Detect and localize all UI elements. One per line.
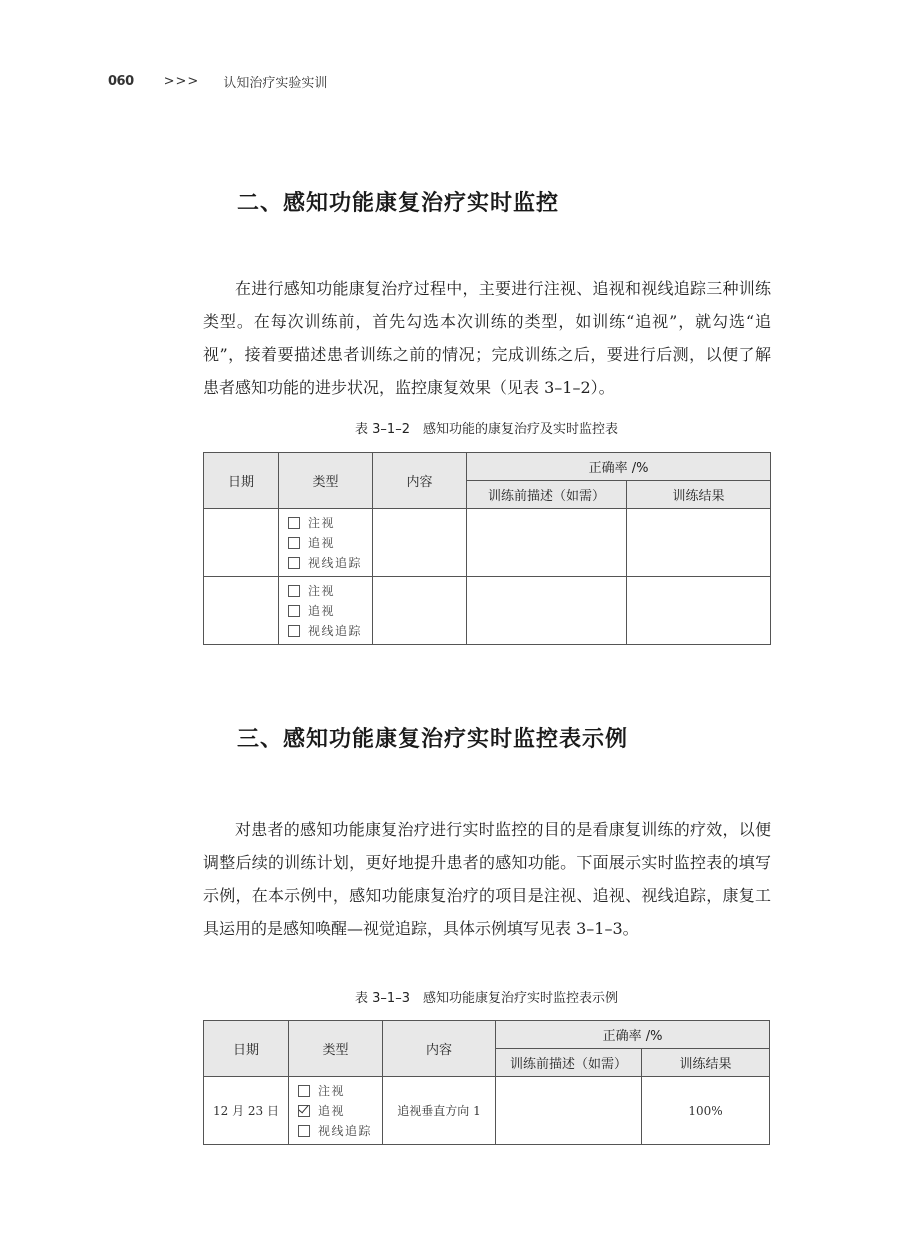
checkbox-icon[interactable] [288,537,300,549]
content-cell [373,509,467,577]
page-number: 060 [108,74,134,89]
table-3-1-3 [203,1020,770,1145]
pre-cell [467,577,627,645]
pre-cell [496,1077,642,1145]
col-result-header: 训练结果 [627,481,771,509]
checkbox-icon[interactable] [288,517,300,529]
table-row [204,577,771,645]
option-gaze[interactable]: 注视 [288,513,372,533]
date-cell: 12 月 23 日 [204,1077,289,1145]
table-3-1-3-caption: 表 3–1–3 感知功能康复治疗实时监控表示例 [355,991,618,1006]
date-cell [204,509,279,577]
col-accuracy-header: 正确率 /% [496,1021,770,1049]
book-title: 认知治疗实验实训 [223,76,328,91]
checkbox-icon[interactable] [288,625,300,637]
option-pursuit[interactable]: 追视 [298,1101,382,1121]
table-3-1-2-caption: 表 3–1–2 感知功能的康复治疗及实时监控表 [355,422,618,437]
header-arrows: >>> [163,74,200,89]
option-pursuit[interactable]: 追视 [288,601,372,621]
col-type-header: 类型 [279,453,373,509]
col-content-header: 内容 [383,1021,496,1077]
table-row [204,1077,770,1145]
col-type-header: 类型 [289,1021,383,1077]
table-3-1-2 [203,452,771,645]
page-header [108,72,327,91]
col-pre-header: 训练前描述（如需） [467,481,627,509]
table-row [204,509,771,577]
col-content-header: 内容 [373,453,467,509]
result-cell [627,509,771,577]
result-cell [627,577,771,645]
option-tracking[interactable]: 视线追踪 [298,1121,382,1141]
section-3-heading: 三、感知功能康复治疗实时监控表示例 [237,726,629,752]
col-result-header: 训练结果 [642,1049,770,1077]
date-cell [204,577,279,645]
col-accuracy-header: 正确率 /% [467,453,771,481]
col-pre-header: 训练前描述（如需） [496,1049,642,1077]
type-cell [279,577,373,645]
checkbox-icon[interactable] [288,557,300,569]
section-2-paragraph [203,272,771,404]
option-tracking[interactable]: 视线追踪 [288,621,372,641]
pre-cell [467,509,627,577]
result-cell: 100% [642,1077,770,1145]
section-3-paragraph [203,813,771,945]
type-cell [279,509,373,577]
option-gaze[interactable]: 注视 [288,581,372,601]
section-2-paragraph-text: 在进行感知功能康复治疗过程中，主要进行注视、追视和视线追踪三种训练类型。在每次训练前，首先勾选本次训练的类型，如训练“追视”，就勾选“追视”，接着要描述患者训练之前的情况；完成训练之后，要进行后测，以便了解患者感知功能的进步状况，监控康复效果（见表 3–1–2）。 [203,279,771,397]
checkbox-icon[interactable] [298,1125,310,1137]
checkbox-icon[interactable] [288,605,300,617]
checkbox-icon[interactable] [288,585,300,597]
checkbox-icon[interactable] [298,1085,310,1097]
type-cell [289,1077,383,1145]
section-2-heading: 二、感知功能康复治疗实时监控 [237,190,560,216]
col-date-header: 日期 [204,453,279,509]
col-date-header: 日期 [204,1021,289,1077]
content-cell [373,577,467,645]
section-3-paragraph-text: 对患者的感知功能康复治疗进行实时监控的目的是看康复训练的疗效，以便调整后续的训练计划，更好地提升患者的感知功能。下面展示实时监控表的填写示例，在本示例中，感知功能康复治疗的项目是注视、追视、视线追踪，康复工具运用的是感知唤醒—视觉追踪，具体示例填写见表 3–1–3。 [203,820,771,938]
option-pursuit[interactable]: 追视 [288,533,372,553]
option-gaze[interactable]: 注视 [298,1081,382,1101]
checkbox-checked-icon[interactable] [298,1105,310,1117]
option-tracking[interactable]: 视线追踪 [288,553,372,573]
content-cell: 追视垂直方向 1 [383,1077,496,1145]
